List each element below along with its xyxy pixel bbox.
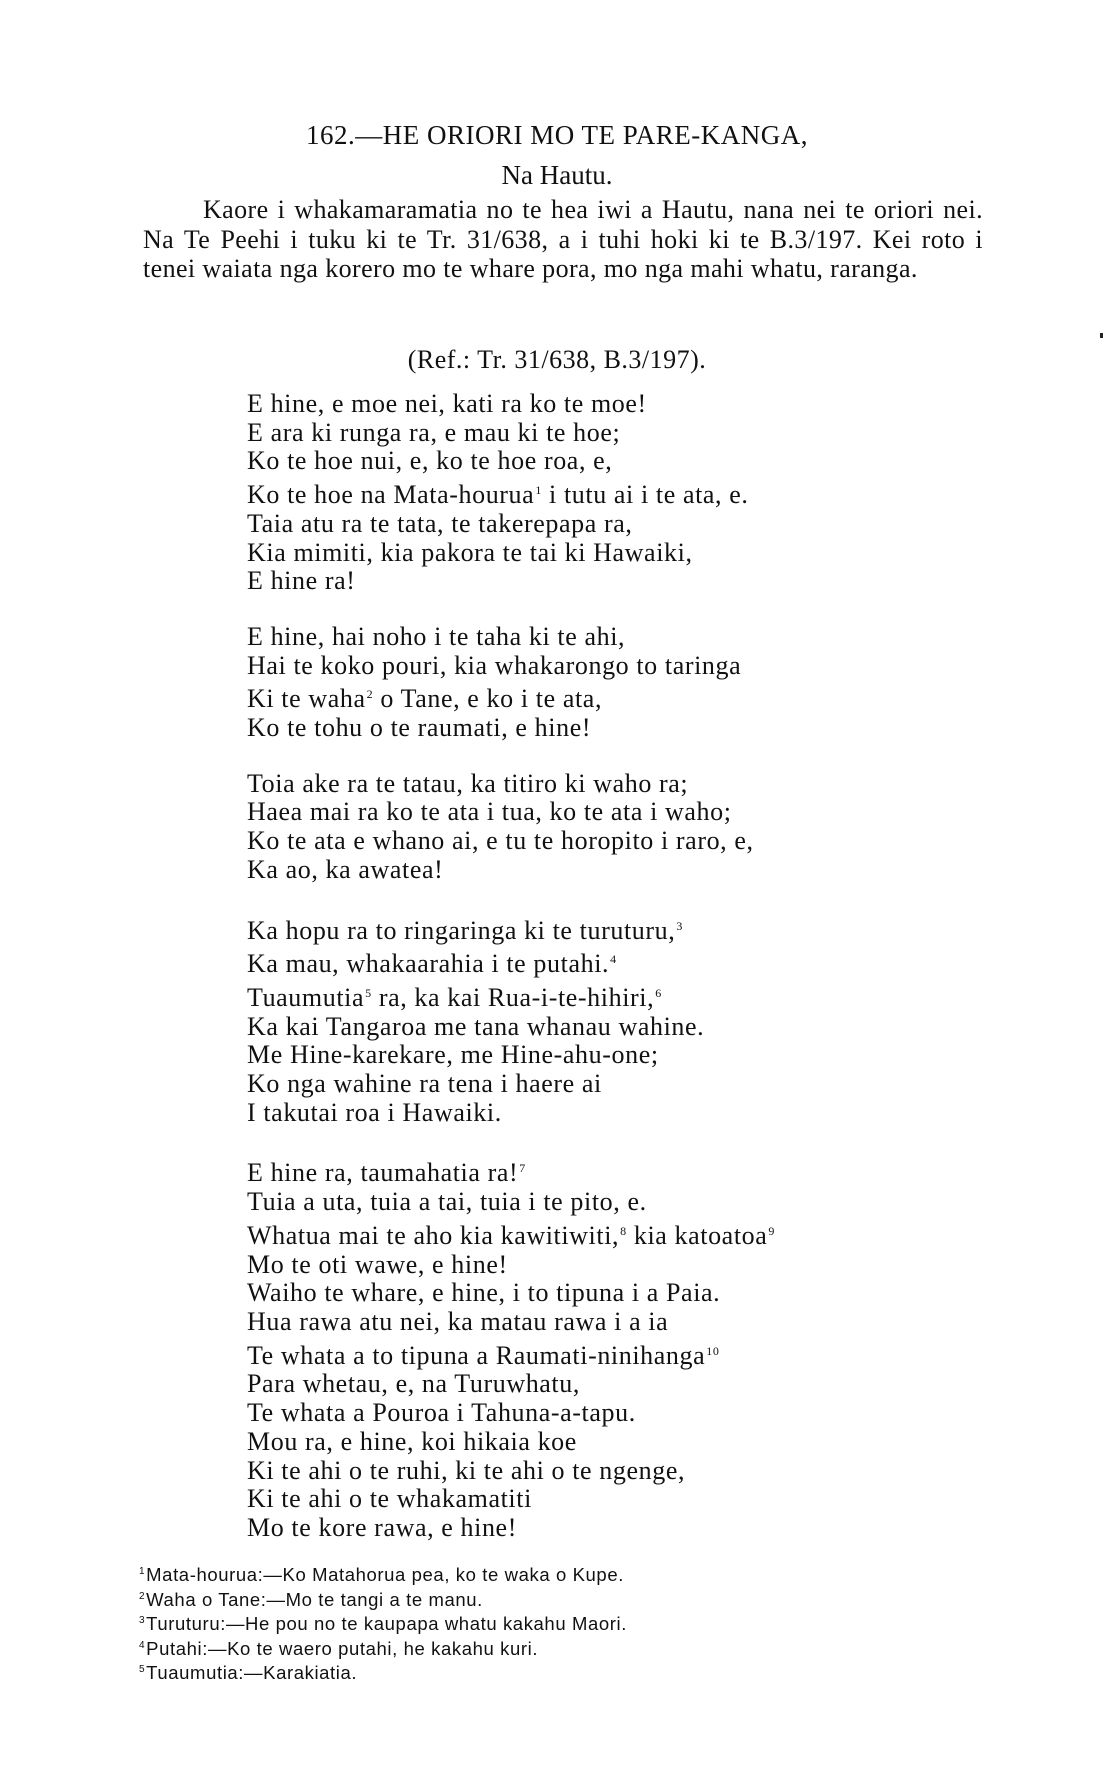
poem-line-text: Ko te tohu o te raumati, e hine!: [247, 713, 592, 743]
poem-line: [247, 945, 1067, 979]
poem-line: [247, 447, 1067, 476]
poem-line-text: Ki te ahi o te whakamatiti: [247, 1484, 532, 1514]
poem-line-text: Para whetau, e, na Turuwhatu,: [247, 1369, 580, 1399]
footnote: [138, 1659, 978, 1684]
poem-line-text: Ko te hoe na Mata-hourua: [247, 480, 535, 510]
author-subtitle: Na Hautu.: [501, 160, 613, 190]
poem-line-text: E hine, hai noho i te taha ki te ahi,: [247, 621, 626, 651]
poem-line-text: Kia mimiti, kia pakora te tai ki Hawaiki,: [247, 537, 693, 567]
footnote-number: 4: [139, 1639, 146, 1651]
footnote: [138, 1635, 978, 1660]
footnote: [138, 1586, 978, 1611]
footnote-text: Waha o Tane:—Mo te tangi a te manu.: [146, 1588, 483, 1610]
footnote-text: Tuaumutia:—Karakiatia.: [146, 1662, 358, 1683]
poem-line-text: Ko te ata e whano ai, e tu te horopito i raro, e,: [247, 826, 754, 856]
poem-line: [247, 680, 1067, 714]
poem-line-text: Ka ao, ka awatea!: [247, 854, 444, 884]
poem-line-text: Me Hine-karekare, me Hine-ahu-one;: [247, 1040, 659, 1070]
poem-line: [247, 912, 1067, 946]
footnote-number: 5: [139, 1664, 146, 1675]
poem-line: [247, 476, 1067, 510]
poem-line: [247, 1337, 1067, 1371]
footnote: [138, 1610, 978, 1635]
footnote-text: Mata-hourua:—Ko Matahorua pea, ko te waka o Kupe.: [146, 1564, 624, 1585]
poem-line: [247, 539, 1067, 568]
poem-line: [247, 1370, 1067, 1399]
poem-line: [247, 623, 1067, 652]
footnote-marker: 4: [610, 952, 617, 967]
poem-line-text: ra, ka kai Rua-i-te-hihiri,: [371, 982, 655, 1012]
poem-line: [247, 1154, 1067, 1188]
poem-line: [247, 1485, 1067, 1514]
poem-line-text: o Tane, e ko i te ata,: [373, 684, 603, 714]
footnote-marker: 10: [706, 1343, 720, 1358]
footnote-marker: 6: [655, 985, 662, 1000]
poem-line: [247, 979, 1067, 1013]
poem-line-text: i tutu ai i te ata, e.: [541, 480, 749, 510]
footnote-number: 1: [139, 1566, 146, 1577]
poem-line-text: Hua rawa atu nei, ka matau rawa i a ia: [247, 1306, 669, 1336]
poem-line: [247, 714, 1067, 743]
footnote-marker: 7: [519, 1161, 526, 1176]
poem-line: [247, 1308, 1067, 1337]
footnote-marker: 9: [768, 1223, 775, 1238]
poem-line-text: Mo te kore rawa, e hine!: [247, 1512, 517, 1542]
poem-line-text: Ka mau, whakaarahia i te putahi.: [247, 949, 610, 979]
poem-line: [247, 419, 1067, 448]
poem-line: [247, 390, 1067, 419]
poem-line-text: Ko te hoe nui, e, ko te hoe roa, e,: [247, 446, 613, 476]
poem-stanza: [247, 770, 1067, 885]
poem-line: [247, 1041, 1067, 1070]
poem-line-text: Ki te ahi o te ruhi, ki te ahi o te ngenge,: [247, 1455, 686, 1485]
poem-line-text: Te whata a to tipuna a Raumati-ninihanga: [247, 1340, 706, 1370]
poem-line-text: Haea mai ra ko te ata i tua, ko te ata i waho;: [247, 797, 732, 827]
poem-stanza: [247, 390, 1067, 596]
poem-stanza: [247, 1154, 1067, 1542]
poem-stanza: [247, 623, 1067, 743]
poem-line: [247, 652, 1067, 681]
page-edge-mark: [1100, 333, 1103, 338]
poem-line-text: I takutai roa i Hawaiki.: [247, 1097, 502, 1127]
poem-line-text: E hine ra!: [247, 566, 356, 596]
poem-line-text: Te whata a Pouroa i Tahuna-a-tapu.: [247, 1398, 636, 1428]
poem-line: [247, 827, 1067, 856]
footnote-marker: 1: [535, 483, 542, 498]
poem-line: [247, 1279, 1067, 1308]
footnote: [138, 1561, 978, 1586]
footnote-marker: 3: [676, 918, 683, 933]
poem-line-text: Taia atu ra te tata, te takerepapa ra,: [247, 508, 633, 538]
poem-line-text: Waiho te whare, e hine, i to tipuna i a Paia.: [247, 1278, 721, 1308]
poem-line-text: Mo te oti wawe, e hine!: [247, 1249, 508, 1279]
footnotes: [138, 1561, 978, 1684]
footnote-number: 3: [139, 1615, 146, 1626]
footnote-marker: 5: [365, 985, 372, 1000]
footnote-number: 2: [139, 1590, 146, 1602]
poem-line: [247, 770, 1067, 799]
poem-body: [247, 390, 1067, 1570]
footnote-marker: 8: [620, 1223, 627, 1238]
footnote-text: Putahi:—Ko te waero putahi, he kakahu kuri.: [146, 1637, 539, 1659]
poem-stanza: [247, 912, 1067, 1128]
poem-line-text: Ka kai Tangaroa me tana whanau wahine.: [247, 1011, 705, 1041]
poem-line-text: E hine, e moe nei, kati ra ko te moe!: [247, 389, 647, 418]
poem-line: [247, 1457, 1067, 1486]
reference-line: (Ref.: Tr. 31/638, B.3/197).: [407, 345, 707, 374]
poem-line: [247, 510, 1067, 539]
poem-line-text: Tuia a uta, tuia a tai, tuia i te pito, e.: [247, 1187, 647, 1217]
poem-line: [247, 1399, 1067, 1428]
poem-line-text: Ki te waha: [247, 684, 366, 714]
poem-line: [247, 1251, 1067, 1280]
poem-line-text: Mou ra, e hine, koi hikaia koe: [247, 1426, 577, 1456]
intro-paragraph: Kaore i whakamaramatia no te hea iwi a Hautu, nana nei te oriori nei. Na Te Peehi i tuku ki te Tr. 31/638, a i tuhi hoki ki te B.3/197. Kei roto i tenei waiata nga korero mo te whare pora, mo nga mahi whatu, raranga.: [143, 195, 983, 283]
footnote-marker: 2: [366, 687, 374, 702]
poem-line: [247, 1217, 1067, 1251]
poem-line: [247, 1070, 1067, 1099]
poem-line: [247, 1013, 1067, 1042]
poem-line: [247, 1514, 1067, 1543]
poem-line-text: Ka hopu ra to ringaringa ki te turuturu,: [247, 915, 676, 945]
page-title: 162.—HE ORIORI MO TE PARE-KANGA,: [305, 120, 808, 150]
poem-line-text: E ara ki runga ra, e mau ki te hoe;: [247, 417, 621, 447]
poem-line-text: kia katoatoa: [626, 1220, 768, 1250]
poem-line-text: E hine ra, taumahatia ra!: [247, 1158, 519, 1188]
poem-line: [247, 798, 1067, 827]
poem-line: [247, 856, 1067, 885]
poem-line-text: Hai te koko pouri, kia whakarongo to taringa: [247, 650, 742, 680]
poem-line: [247, 1188, 1067, 1217]
poem-line-text: Toia ake ra te tatau, ka titiro ki waho ra;: [247, 768, 689, 798]
poem-line-text: Ko nga wahine ra tena i haere ai: [247, 1069, 602, 1099]
poem-line-text: Whatua mai te aho kia kawitiwiti,: [247, 1220, 620, 1250]
poem-line: [247, 567, 1067, 596]
poem-line: [247, 1099, 1067, 1128]
poem-line: [247, 1428, 1067, 1457]
footnote-text: Turuturu:—He pou no te kaupapa whatu kakahu Maori.: [146, 1613, 627, 1634]
poem-line-text: Tuaumutia: [247, 982, 365, 1012]
